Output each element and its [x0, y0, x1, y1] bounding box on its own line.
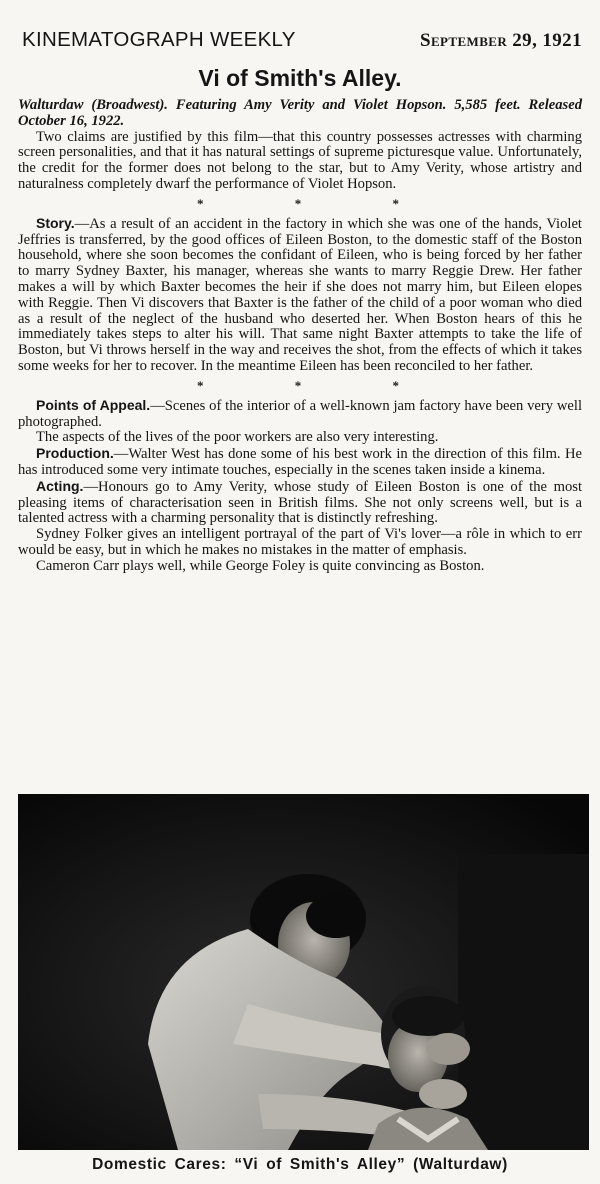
appeal-heading: Points of Appeal.	[36, 396, 151, 413]
section-separator: * * *	[197, 195, 443, 211]
masthead	[22, 22, 582, 52]
story-paragraph	[18, 216, 582, 375]
acting-text: —Honours go to Amy Verity, whose study of Eileen Boston is one of the most pleasing items of characterisation seen in British films. She not only screens well, but is a talented actress with a charming personality that is distinctly refreshing.	[18, 478, 582, 527]
production-paragraph	[18, 446, 582, 479]
appeal-text: —Scenes of the interior of a well-known jam factory have been very well photographed.	[18, 397, 582, 430]
intro-paragraph: Two claims are justified by this film—that this country possesses actresses with charming screen personalities, and that it has natural settings of supreme picturesque value. Unfortunately, the credit for the former does not belong to the star, but to Amy Verity, whose artistry and naturalness completely dwarf the performance of Violet Hopson.	[18, 128, 582, 192]
review-article	[18, 98, 582, 575]
section-separator: * * *	[197, 377, 443, 393]
acting-heading: Acting.	[36, 477, 84, 494]
folker-paragraph: Sydney Folker gives an intelligent portrayal of the part of Vi's lover—a rôle in which to err would be easy, but in which he makes no mistakes in the matter of emphasis.	[18, 526, 582, 558]
film-still-illustration	[18, 794, 589, 1150]
acting-paragraph	[18, 479, 582, 527]
production-text: —Walter West has done some of his best work in the direction of this film. He has introduced some very intimate touches, especially in the scenes taken inside a kinema.	[18, 446, 582, 478]
carr-paragraph: Cameron Carr plays well, while George Foley is quite convincing as Boston.	[36, 557, 485, 574]
film-still-photo	[18, 794, 589, 1150]
film-credits: Walturdaw (Broadwest). Featuring Amy Verity and Violet Hopson. 5,585 feet. Released October 16, 1922.	[18, 97, 582, 129]
story-heading: Story.	[36, 214, 75, 231]
appeal-paragraph	[18, 398, 582, 431]
production-heading: Production.	[36, 445, 114, 462]
photo-caption: Domestic Cares: “Vi of Smith's Alley” (Walturdaw)	[92, 1156, 508, 1173]
issue-date: September 29, 1921	[420, 30, 582, 51]
aspects-paragraph: The aspects of the lives of the poor workers are also very interesting.	[36, 429, 439, 446]
article-title: Vi of Smith's Alley.	[198, 65, 402, 91]
publication-name: KINEMATOGRAPH WEEKLY	[22, 28, 296, 51]
story-text: —As a result of an accident in the factory in which she was one of the hands, Violet Jeffries is transferred, by the good offices of Eileen Boston, to the domestic staff of the Boston household, where she soon becomes the confidant of Eileen, who is being forced by her father to marry Sydney Baxter, his manager, whereas she wants to marry Reggie Drew. Her father makes a will by which Baxter becomes the heir if she does not marry him, but Eileen elopes with Reggie. Then Vi discovers that Baxter is the father of the child of a poor woman who died as a result of the neglect of the husband who deserted her. When Boston hears of this he immediately takes steps to alter his will. That same night Baxter attempts to take the life of Boston, but Vi throws herself in the way and receives the shot, from the effects of which it takes some weeks for her to recover. In the meantime Eileen has been reconciled to her father.	[18, 215, 582, 374]
